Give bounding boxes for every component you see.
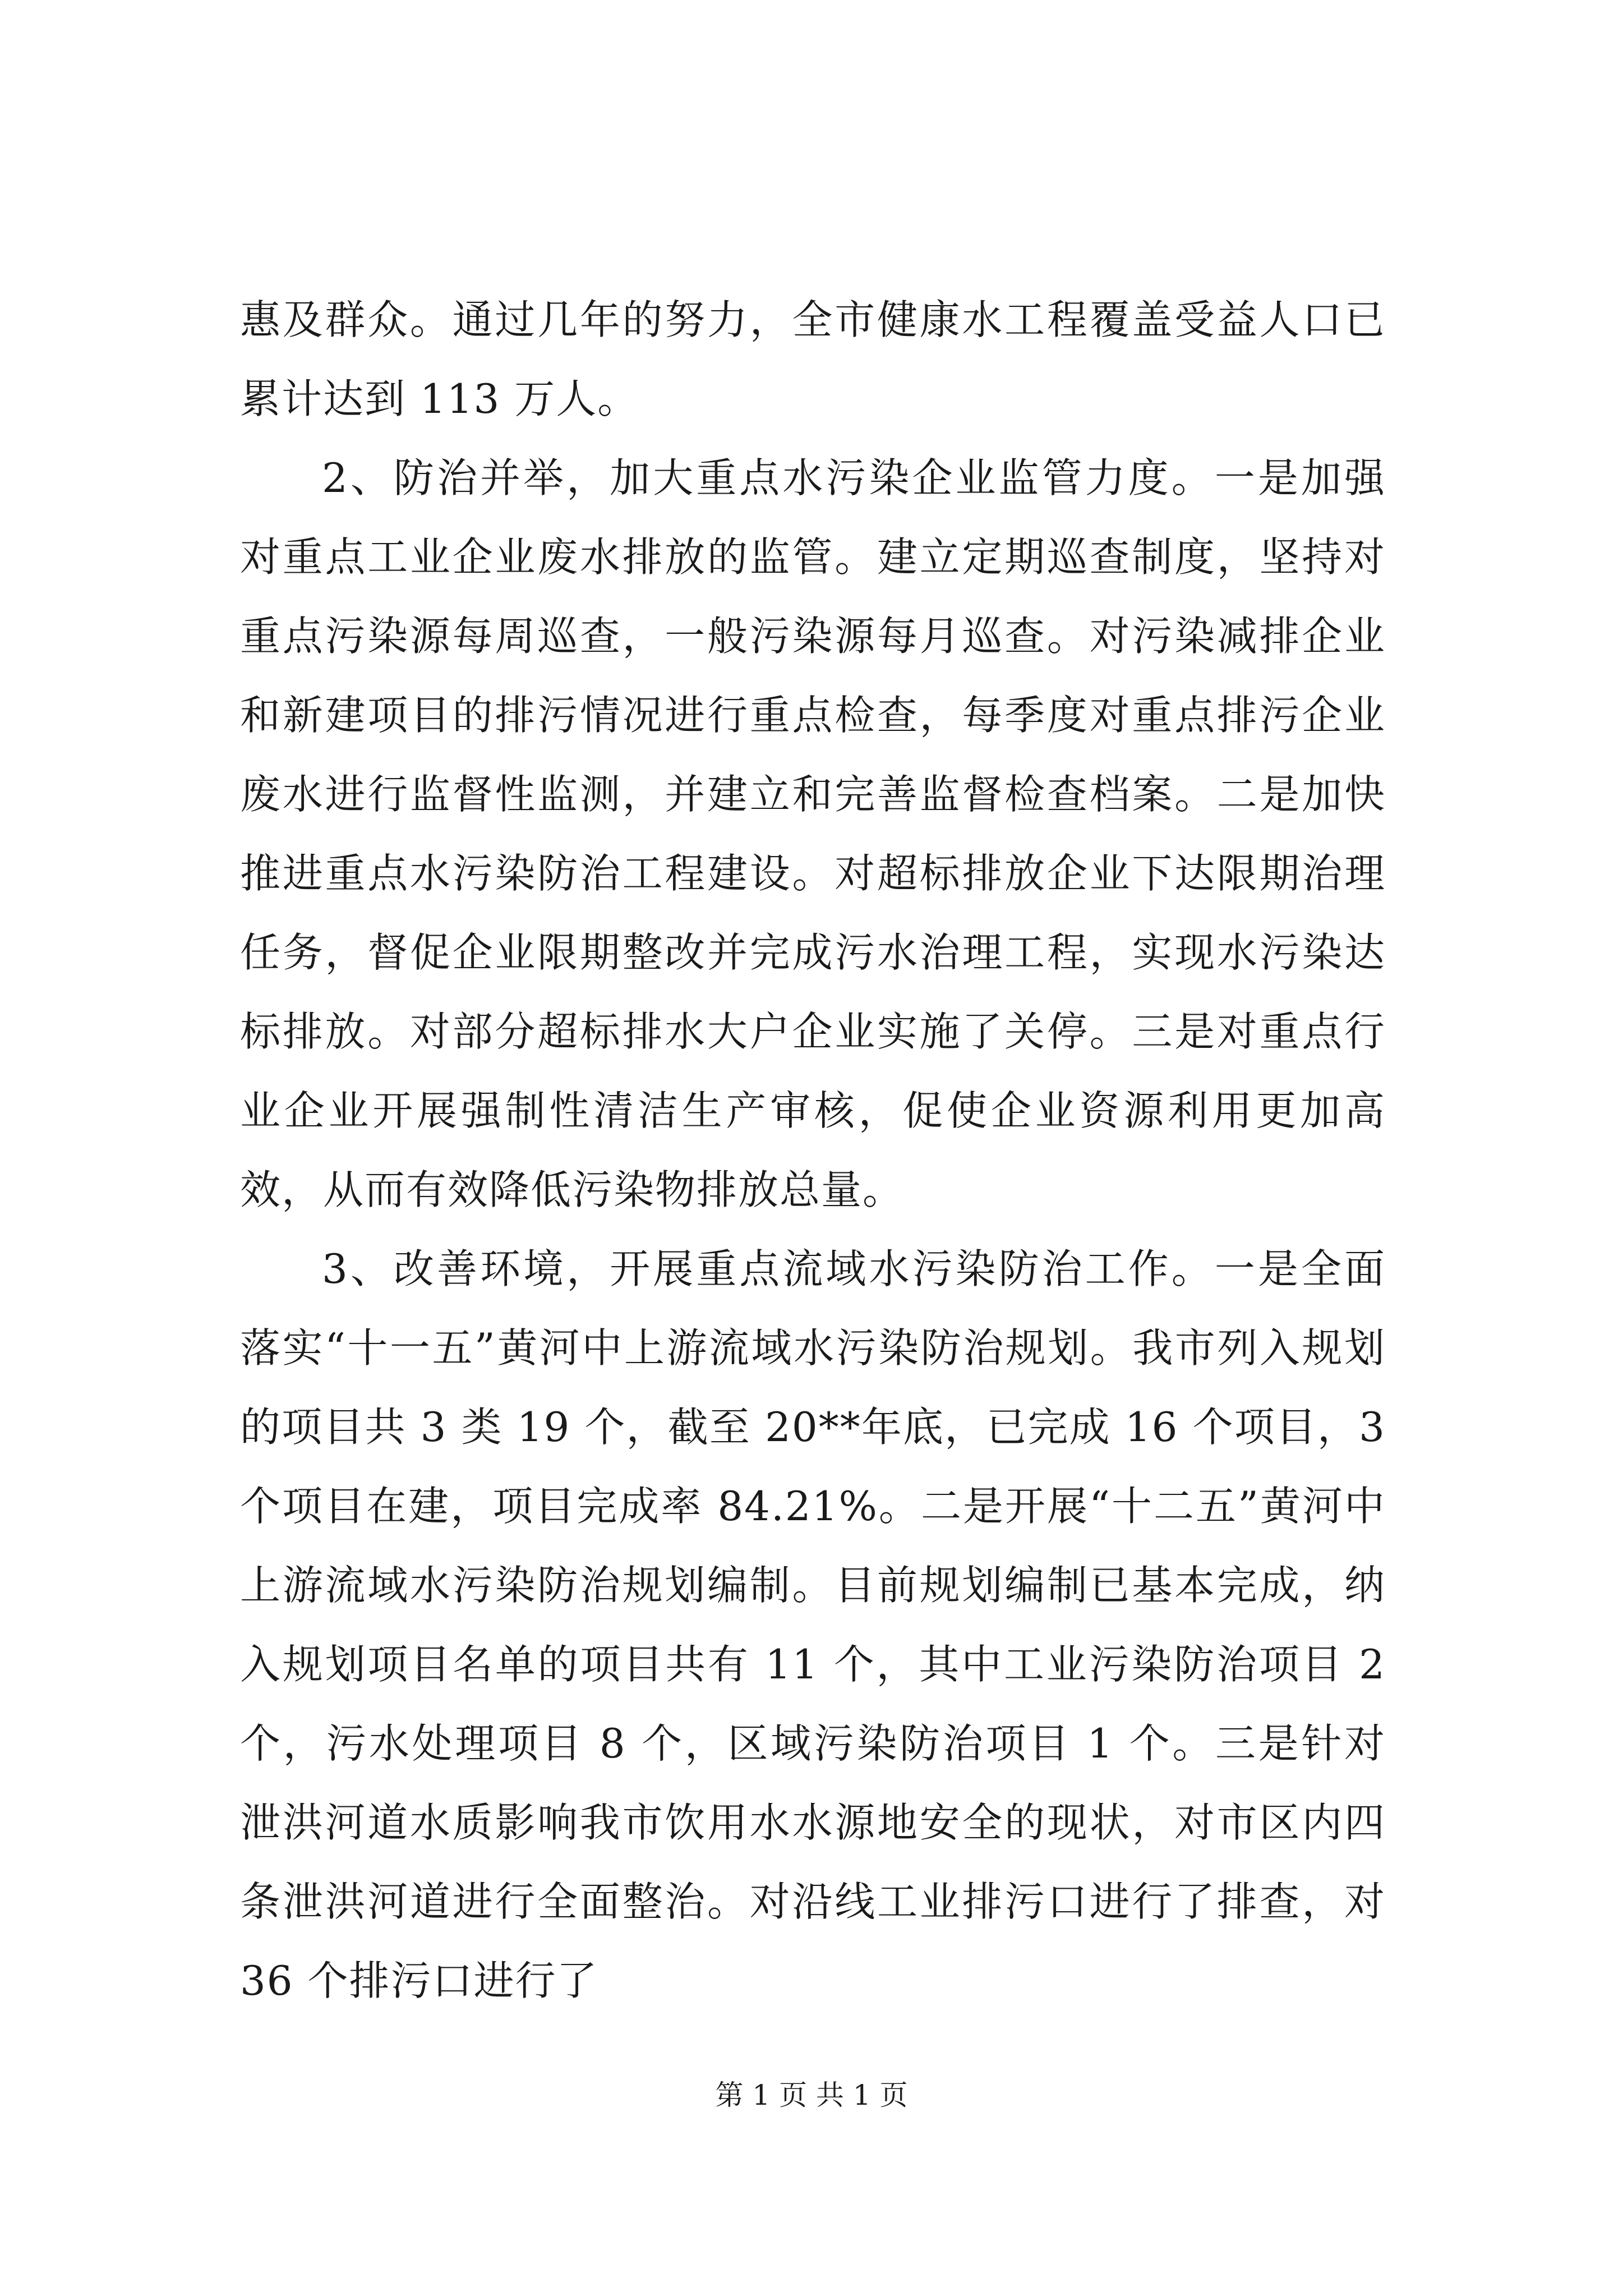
paragraph-item-2: 2、防治并举，加大重点水污染企业监管力度。一是加强对重点工业企业废水排放的监管。建立定期巡查制度，坚持对重点污染源每周巡查，一般污染源每月巡查。对污染减排企业和新建项目的排污情况进行重点检查，每季度对重点排污企业废水进行监督性监测，并建立和完善监督检查档案。二是加快推进重点水污染防治工程建设。对超标排放企业下达限期治理任务，督促企业限期整改并完成污水治理工程，实现水污染达标排放。对部分超标排水大户企业实施了关停。三是对重点行业企业开展强制性清洁生产审核，促使企业资源利用更加高效，从而有效降低污染物排放总量。 xyxy=(240,454,1386,1213)
paragraph-continuation: 惠及群众。通过几年的努力，全市健康水工程覆盖受益人口已累计达到 113 万人。 xyxy=(240,296,1386,422)
paragraph-item-3: 3、改善环境，开展重点流域水污染防治工作。一是全面落实“十一五”黄河中上游流域水污染防治规划。我市列入规划的项目共 3 类 19 个，截至 20**年底，已完成 16 个项目，3 个项目在建，项目完成率 84.21%。二是开展“十二五”黄河中上游流域水污染防治规划编制。目前规划编制已基本完成，纳入规划项目名单的项目共有 11 个，其中工业污染防治项目 2 个，污水处理项目 8 个，区域污染防治项目 1 个。三是针对泄洪河道水质影响我市饮用水水源地安全的现状，对市区内四条泄洪河道进行全面整治。对沿线工业排污口进行了排查，对 36 个排污口进行了 xyxy=(240,1245,1386,2004)
page-footer: 第 1 页 共 1 页 xyxy=(715,2079,908,2111)
document-body xyxy=(240,280,1386,2021)
